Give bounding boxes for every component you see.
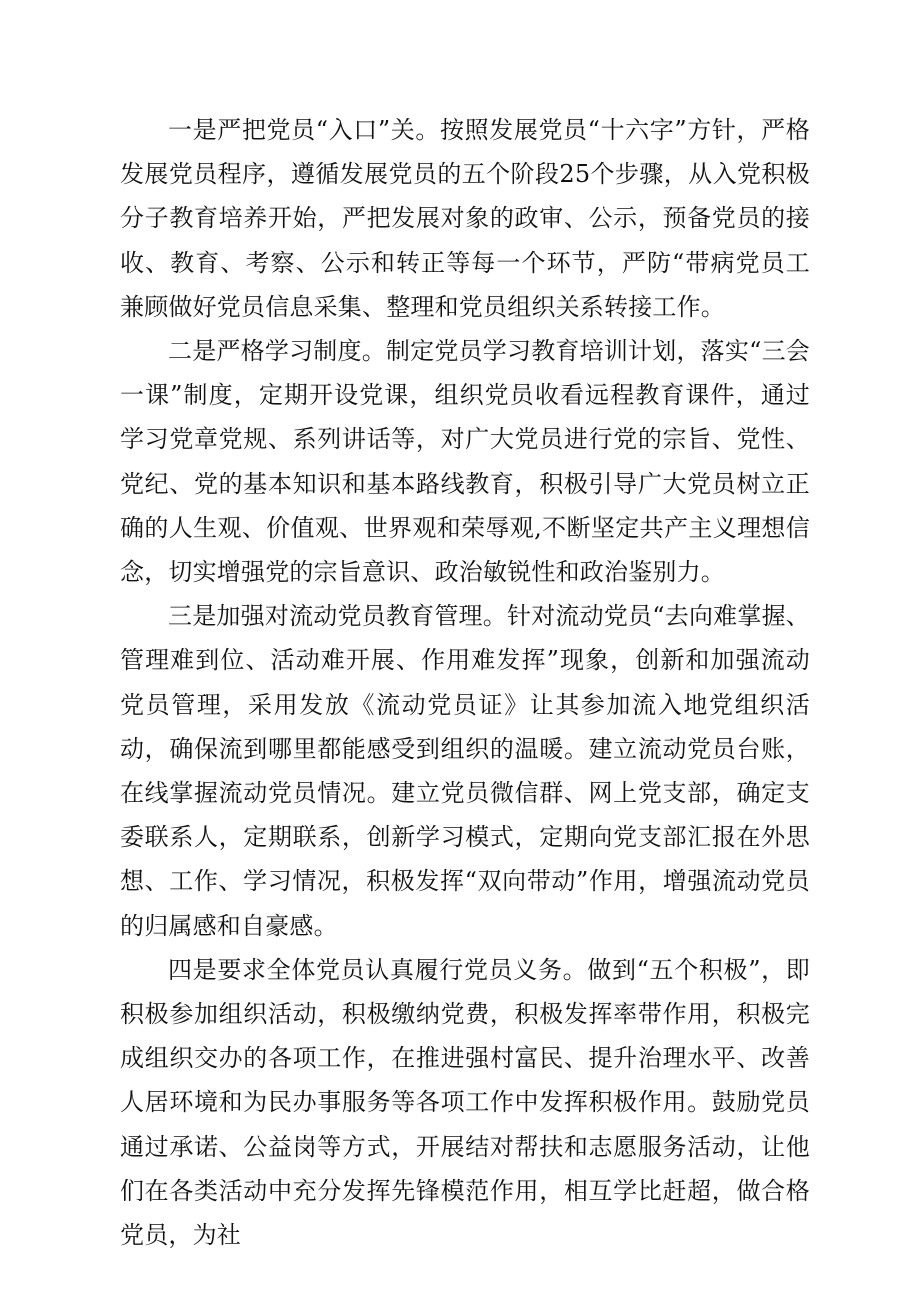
paragraph-entry-control: 一是严把党员“入口”关。按照发展党员“十六字”方针，严格发展党员程序，遵循发展党员的五个阶段25个步骤，从入党积极分子教育培养开始，严把发展对象的政审、公示，预备党员的接收、教育、考察、公示和转正等每一个环节，严防“带病党员工兼顾做好党员信息采集、整理和党员组织关系转接工作。 — [120, 116, 810, 321]
paragraph-member-obligations: 四是要求全体党员认真履行党员义务。做到“五个积极”，即积极参加组织活动，积极缴纳党费，积极发挥率带作用，积极完成组织交办的各项工作，在推进强村富民、提升治理水平、改善人居环境和为民办事服务等各项工作中发挥积极作用。鼓励党员通过承诺、公益岗等方式，开展结对帮扶和志愿服务活动，让他们在各类活动中充分发挥先锋模范作用，相互学比赶超，做合格党员，为社 — [120, 955, 810, 1250]
document-body — [120, 108, 810, 1257]
paragraph-study-system: 二是严格学习制度。制定党员学习教育培训计划，落实“三会一课”制度，定期开设党课，组织党员收看远程教育课件，通过学习党章党规、系列讲话等，对广大党员进行党的宗旨、党性、党纪、党的基本知识和基本路线教育，积极引导广大党员树立正确的人生观、价值观、世界观和荣辱观,不断坚定共产主义理想信念，切实增强党的宗旨意识、政治敏锐性和政治鉴别力。 — [120, 337, 810, 587]
paragraph-mobile-member-management: 三是加强对流动党员教育管理。针对流动党员“去向难掌握、管理难到位、活动难开展、作用难发挥”现象，创新和加强流动党员管理，采用发放《流动党员证》让其参加流入地党组织活动，确保流到哪里都能感受到组织的温暖。建立流动党员台账，在线掌握流动党员情况。建立党员微信群、网上党支部，确定支委联系人，定期联系，创新学习模式，定期向党支部汇报在外思想、工作、学习情况，积极发挥“双向带动”作用，增强流动党员的归属感和自豪感。 — [120, 602, 810, 940]
